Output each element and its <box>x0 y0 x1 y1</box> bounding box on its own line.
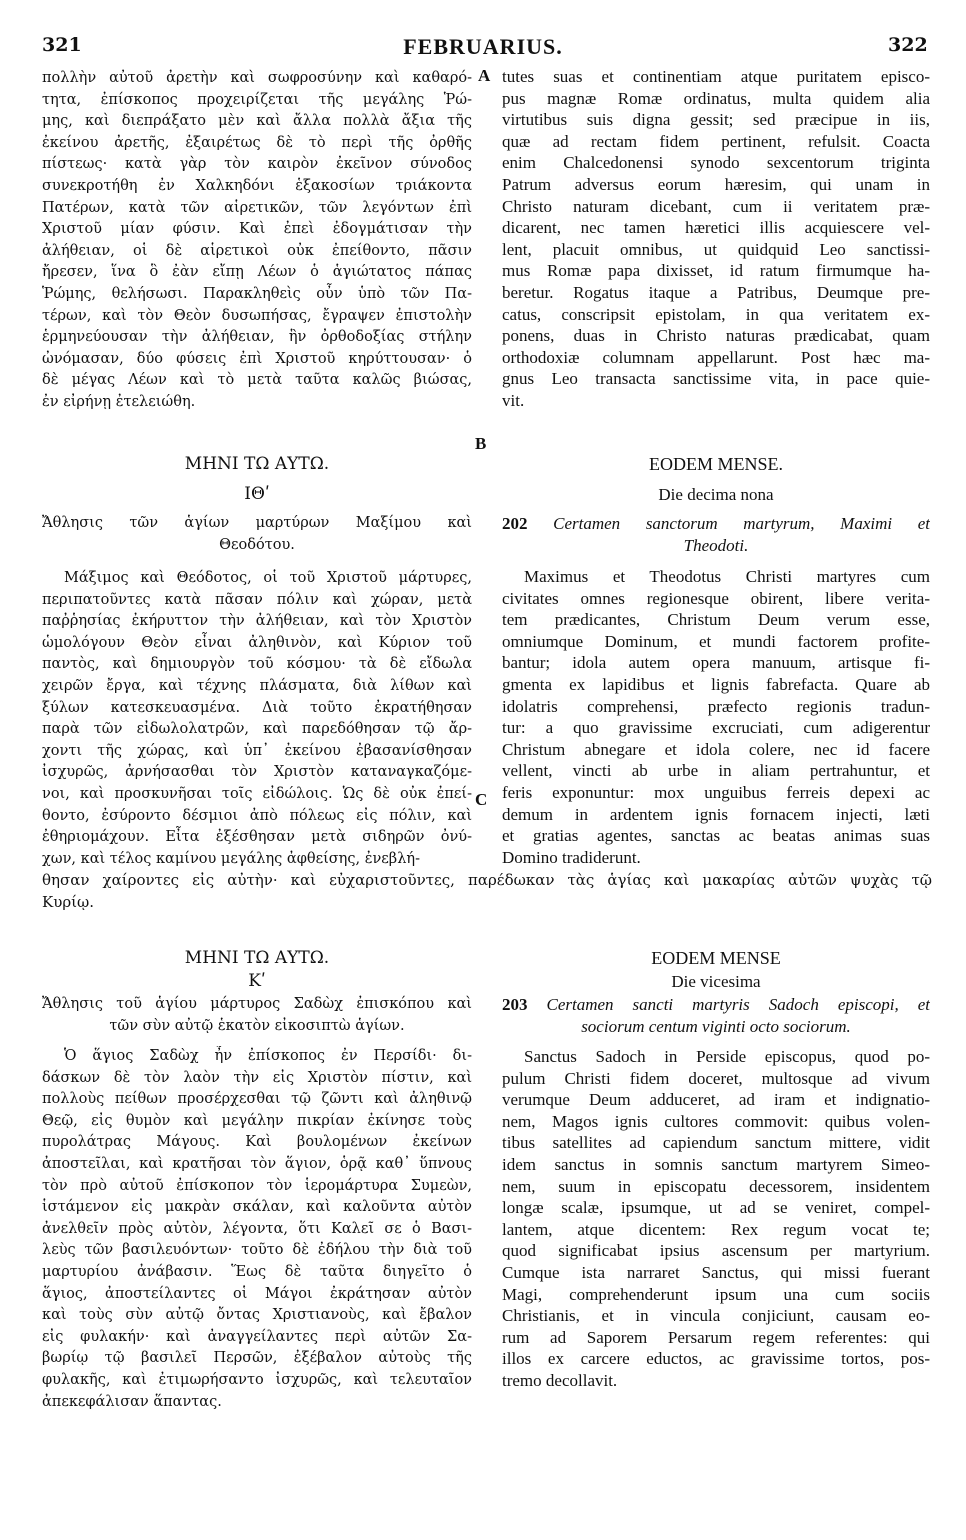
margin-marker-a: A <box>478 66 491 85</box>
text-line: beretur. Rogatus itaque a Patribus, Deumque pre- <box>502 282 930 302</box>
text-line: ἀποστεῖλαι, καὶ κρατῆσαι τὸν ἅγιον, ὁρᾷ καθ᾽ ὕπνους <box>42 1155 472 1172</box>
text-line: δάσκων δὲ τὸν λαὸν τὴν εἰς Χριστὸν πίστιν, καὶ <box>42 1069 472 1086</box>
text-line: παῤῥησίας ἐκήρυττον τὴν ἀλήθειαν, καὶ τὸν Χριστὸν <box>42 613 472 630</box>
text-line: χων, καὶ τέλος καμίνου μεγάλης ἀφθείσης, ἐνεβλή- <box>42 850 420 867</box>
text-line: ἐκείνου ἀρετῆς, ἐξαιρέτως δὲ τὸ περὶ τῆς ὀρθῆς <box>42 134 472 151</box>
greek-title-1-line: Θεοδότου. <box>219 536 295 553</box>
text-line: lent, placuit omnibus, ut quidquid Leo sanctissi- <box>502 239 930 259</box>
greek-tail-line: θησαν χαίροντες εἰς αὐτὴν· καὶ εὐχαριστοῦντες, παρέδωκαν τὰς ἁγίας καὶ μακαρίας αὐτῶν ψυχὰς τῷ <box>42 871 932 889</box>
text-line: πίστεως· κατὰ γὰρ τὸν καιρὸν ἐκεῖνον σύνοδος <box>42 156 472 173</box>
text-line: Magi, comprehenderunt ipsum una cum sociis <box>502 1284 930 1304</box>
latin-day-heading-2: Die vicesima <box>671 972 761 991</box>
text-line: mus Romæ papa dixisset, id ratum firmumque ha- <box>502 261 930 281</box>
text-line: longæ scalæ, ipsumque, ut ad se veniret, compel- <box>502 1198 930 1218</box>
text-line: ἐν εἰρήνῃ ἐτελειώθη. <box>42 393 196 410</box>
text-line: ἅγιος, ἀποστείλαντες οἱ Μάγοι ἐκράτησαν αὐτὸν <box>42 1285 472 1302</box>
latin-title-1-line: Certamen sanctorum martyrum, Maximi et <box>553 514 930 533</box>
text-line: Μάξιμος καὶ Θεόδοτος, οἱ τοῦ Χριστοῦ μάρτυρες, <box>64 570 472 586</box>
text-line: Christum abnegare et idola colere, nec id facere <box>502 739 930 759</box>
text-line: ἀνελθεῖν πρὸς αὐτὸν, λέγοντα, ὅτι Καλεῖ σε ὁ Βασι- <box>42 1220 472 1237</box>
text-line: ponens, duas in Christo naturas prædicabat, quam <box>502 326 930 346</box>
text-line: Christianis, et in vincula conjiciunt, causam eo- <box>502 1306 930 1326</box>
text-line: ὠνόμασαν, δύο φύσεις ἐπὶ Χριστοῦ κηρύττουσαν· ὁ <box>42 350 472 367</box>
greek-body-1 <box>42 568 472 870</box>
latin-title-2-line: Certamen sancti martyris Sadoch episcopi, et <box>546 995 930 1014</box>
text-line: περιπατοῦντες κατὰ πᾶσαν πόλιν καὶ χώραν, μετὰ <box>42 591 472 608</box>
text-line: lantem, atque dicentem: Rex regum vocat te; <box>502 1219 930 1239</box>
page-number-left: 321 <box>42 34 82 56</box>
text-line: δὲ μέγας Λέων καὶ τὸ μετὰ ταῦτα καλῶς βιώσας, <box>42 372 472 389</box>
text-line: orthodoxiæ columnam appellarunt. Post hæc ma- <box>502 347 930 367</box>
latin-title-1 <box>502 513 930 556</box>
text-line: tem prædicantes, Christum Deum verum esse, <box>502 610 930 630</box>
text-line: vellent, vincti ab urbe in aliam pertrahuntur, et <box>502 761 930 781</box>
text-line: nem, Magos ignis cultores commovit: quibus volen- <box>502 1111 930 1131</box>
text-line: vit. <box>502 390 525 410</box>
latin-body-1 <box>502 566 930 868</box>
text-line: tremo decollavit. <box>502 1370 618 1390</box>
text-line: παρὰ τῶν εἰδωλολατρῶν, καὶ παρεδόθησαν τῷ ἄρ- <box>42 721 472 738</box>
text-line: ἑρμηνεύουσαν τὴν ἀλήθειαν, ἣν ὀρθοδοξίας στήλην <box>42 329 472 346</box>
text-line: virtutibus suis digna gessit; sed præcipue in iis, <box>502 110 930 130</box>
margin-marker-b: B <box>475 434 487 453</box>
latin-month-heading-2: EODEM MENSE <box>651 948 781 968</box>
text-line: εἰς φυλακήν· καὶ ἀναγγείλαντες περὶ αὐτῶν Σα- <box>42 1328 472 1345</box>
text-line: Christo naturam dicebant, cum ii veritatem præ- <box>502 196 930 216</box>
text-line: Ῥώμης, θελήσωσι. Παρακληθεὶς οὖν ὑπὸ τῶν Πα- <box>42 285 472 302</box>
text-line: nem, suum in episcopatu decessorem, insidentem <box>502 1176 930 1196</box>
text-line: φυλακῆς, καὶ ἐτιμωρήσαντο ἰσχυρῶς, καὶ τελευταῖον <box>42 1371 472 1388</box>
latin-title-2-line: sociorum centum viginti octo sociorum. <box>581 1016 851 1036</box>
text-line: Πατέρων, κατὰ τῶν αἱρετικῶν, τῶν λεγόντων ἐπὶ <box>42 199 472 216</box>
text-line: verumque Deum adduceret, ad iram et indignatio- <box>502 1090 930 1110</box>
text-line: tibus satellites ad capiendum sanctum mittere, vidit <box>502 1133 930 1153</box>
latin-title-2 <box>502 994 930 1037</box>
text-line: νοι, καὶ προσκυνῆσαι τοῖς εἰδώλοις. Ὡς δὲ οὐκ ἐπεί- <box>42 785 472 802</box>
text-line: demum in ardentem ignis fornacem injecti, læti <box>502 804 930 824</box>
text-line: gnus Leo transacta sanctissime vita, in pace quie- <box>502 369 930 389</box>
text-line: dicarent, nec tamen hæretici illis acquiescere vel- <box>502 218 930 238</box>
text-line: rum ad Saporem Persarum regem referentes: qui <box>502 1327 930 1347</box>
text-line: μαρτυρίου ἀνάβασιν. Ἕως δὲ ταῦτα διηγεῖτο ὁ <box>42 1263 472 1280</box>
text-line: θοντο, ἐσύροντο δέσμιοι ἀπὸ πόλεως εἰς πόλιν, καὶ <box>42 807 472 824</box>
text-line: Χριστοῦ μίαν φύσιν. Καὶ ἐπεὶ ἐδογμάτισαν τὴν <box>42 221 472 238</box>
text-line: Ὁ ἅγιος Σαδὼχ ἦν ἐπίσκοπος ἐν Περσίδι· δι- <box>64 1048 472 1064</box>
text-line: Domino tradiderunt. <box>502 847 641 867</box>
text-line: τὸν πρὸ αὐτοῦ ἐπίσκοπον τὸν ἱερομάρτυρα Συμεὼν, <box>42 1177 472 1194</box>
margin-marker-c: C <box>475 790 488 809</box>
text-line: quod significabat ipsius ascensum per martyrium. <box>502 1241 930 1261</box>
text-line: feris exponuntur: mox unguibus ferreis depexi ac <box>502 782 930 802</box>
text-line: gmenta ex lapidibus et lignis fabrefacta. Quare ab <box>502 674 930 694</box>
greek-tail-1 <box>42 870 932 913</box>
text-line: τητα, ἐπίσκοπος προχειρίζεται τῆς μεγάλης Ῥώ- <box>42 91 472 108</box>
latin-intro <box>502 66 930 412</box>
greek-day-heading-1: ΙΘʹ <box>244 484 270 504</box>
text-line: tur: a quo gravissime excruciati, cum adigerentur <box>502 718 930 738</box>
text-line: ἐθηριομάχουν. Εἶτα ἐξέσθησαν μετὰ σιδηρῶν ὀνύ- <box>42 829 472 846</box>
text-line: παντὸς, καὶ δημιουργὸν τοῦ κόσμου· τὰ δὲ εἴδωλα <box>42 656 472 673</box>
greek-day-heading-2: Κʹ <box>248 971 266 991</box>
text-line: ἱστάμενον εἰς μακρὰν σκάλαν, καὶ καλοῦντα αὐτὸν <box>42 1199 472 1216</box>
text-line: Patrum adversus eorum hæresim, qui unam in <box>502 174 930 194</box>
greek-body-2 <box>42 1046 472 1413</box>
text-line: civitates omnes regionesque obirent, libere verita- <box>502 588 930 608</box>
latin-title-1-line: Theodoti. <box>683 535 749 555</box>
latin-month-heading-1: EODEM MENSE. <box>649 454 783 474</box>
text-line: λεὺς τῶν βασιλευόντων· τοῦτο δὲ ἐδήλου τὴν διὰ τοῦ <box>42 1242 472 1259</box>
text-line: pus magnæ Romæ ordinatus, multa quidem alia <box>502 88 930 108</box>
latin-day-heading-1: Die decima nona <box>658 485 774 504</box>
greek-tail-line: Κυρίῳ. <box>42 892 95 911</box>
greek-title-2-line: τῶν σὺν αὐτῷ ἑκατὸν εἰκοσιπτὼ ἁγίων. <box>109 1017 405 1034</box>
text-line: et gratias agentes, sanctas ac beatas animas suas <box>502 826 930 846</box>
section-number-202: 202 <box>502 514 528 533</box>
greek-intro <box>42 68 472 414</box>
text-line: ἀπεκεφάλισαν ἅπαντας. <box>42 1393 222 1410</box>
text-line: χοντι τῆς χώρας, καὶ ὑπ᾽ ἐκείνου ἐβασανίσθησαν <box>42 742 472 759</box>
latin-body-2 <box>502 1046 930 1392</box>
text-line: χειρῶν ἔργα, καὶ τέχνης πλάσματα, διὰ λίθων καὶ <box>42 677 472 694</box>
text-line: συνεκροτήθη ἐν Χαλκηδόνι ἑξακοσίων τριάκοντα <box>42 177 472 194</box>
text-line: tutes suas et continentiam atque puritatem episco- <box>502 67 930 86</box>
text-line: Cumque ista narraret Sanctus, qui missi fuerant <box>502 1262 930 1282</box>
text-line: καὶ τοὺς σὺν αὐτῷ ὄντας Χριστιανοὺς, καὶ ἔβαλον <box>42 1307 472 1324</box>
greek-month-heading-1: ΜΗΝΙ ΤΩ ΑΥΤΩ. <box>184 454 330 474</box>
text-line: πολλὴν αὐτοῦ ἀρετὴν καὶ σωφροσύνην καὶ καθαρό- <box>42 70 472 86</box>
section-number-203: 203 <box>502 995 528 1014</box>
text-line: pulum Christi fidem doceret, multosque ad vivum <box>502 1068 930 1088</box>
text-line: Sanctus Sadoch in Perside episcopus, quod po- <box>524 1047 930 1066</box>
text-line: ὡμολόγουν Θεὸν εἶναι ἀληθινὸν, καὶ Κύριον τοῦ <box>42 634 472 651</box>
text-line: Θεῷ, εἰς θυμὸν καὶ μεγάλην πικρίαν ἐκίνησε τοὺς <box>42 1112 472 1129</box>
text-line: omniumque Dominum, et mundi factorem profite- <box>502 631 930 651</box>
text-line: ἤρεσεν, ἵνα ὃ ἐὰν εἴπῃ Λέων ὁ ἁγιώτατος πάπας <box>42 264 472 281</box>
text-line: enim Chalcedonensi synodo sexcentorum triginta <box>502 153 930 173</box>
text-line: τέρων, καὶ τὸν Θεὸν δυσωπήσας, ἔγραψεν ἐπιστολὴν <box>42 307 472 324</box>
text-line: πολλοὺς πείθων προσέρχεσθαι τῷ ζῶντι καὶ ἀληθινῷ <box>42 1091 472 1108</box>
greek-title-2-line: Ἄθλησις τοῦ ἁγίου μάρτυρος Σαδὼχ ἐπισκόπου καὶ <box>42 996 472 1012</box>
text-line: Maximus et Theodotus Christi martyres cum <box>524 567 930 586</box>
text-line: idolatris comprehensi, præfecto regionis tradun- <box>502 696 930 716</box>
page-number-right: 322 <box>888 34 928 56</box>
text-line: ξύλων κατεσκευασμένα. Διὰ τοῦτο ἐκρατήθησαν <box>42 699 472 716</box>
text-line: catus, conscripsit epistolam, in qua veritatem ex- <box>502 304 930 324</box>
text-line: ἀλήθειαν, οἱ δὲ αἱρετικοὶ οὐκ ἐπείθοντο, πᾶσιν <box>42 242 472 259</box>
greek-title-1 <box>42 513 472 556</box>
greek-title-2 <box>42 994 472 1037</box>
text-line: quæ ad rectam fidem pertinent, refulsit. Coacta <box>502 131 930 151</box>
text-line: πυρολάτρας Μάγους. Καὶ βουλομένων ἐκείνων <box>42 1134 472 1151</box>
greek-month-heading-2: ΜΗΝΙ ΤΩ ΑΥΤΩ. <box>184 948 330 968</box>
text-line: idem sanctus in somnis sanctum martyrem Simeo- <box>502 1154 930 1174</box>
text-line: βωρίῳ τῷ βασιλεῖ Περσῶν, ἐξέβαλον αὐτοὺς τῆς <box>42 1350 472 1367</box>
text-line: ἰσχυρῶς, ἀρνήσασθαι τὸν Χριστὸν καταναγκαζόμε- <box>42 764 472 781</box>
running-title: FEBRUARIUS. <box>403 34 563 59</box>
text-line: illos ex carcere eductos, ac gravissime tortos, pos- <box>502 1349 930 1369</box>
text-line: bantur; idola autem opera manuum, artisque fi- <box>502 653 930 673</box>
greek-title-1-line: Ἄθλησις τῶν ἁγίων μαρτύρων Μαξίμου καὶ <box>42 515 472 531</box>
text-line: μης, καὶ διεπράξατο μὲν καὶ ἄλλα πολλὰ ἄξια τῆς <box>42 113 472 130</box>
